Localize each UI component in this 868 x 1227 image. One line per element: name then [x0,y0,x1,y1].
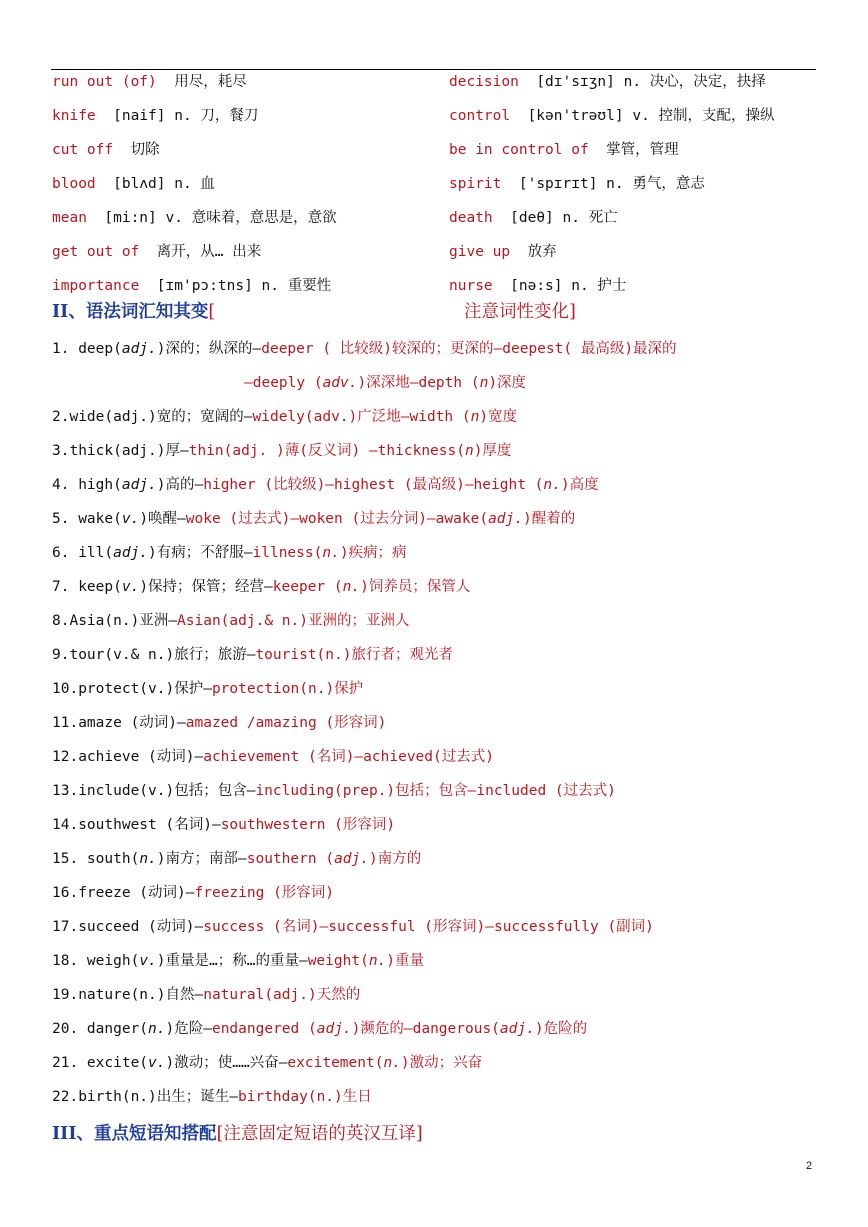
page-number: 2 [806,1160,813,1172]
wordform-line: 13.include(v.)包括；包含—including(prep.)包括；包含—included (过去式) [52,783,616,799]
wordform-line: 21. excite(v.)激动；使……兴奋—excitement(n.)激动；兴奋 [52,1055,483,1071]
section-heading-note: 注意词性变化] [464,302,576,322]
wordform-line: 7. keep(v.)保持；保管；经营—keeper (n.)饲养员；保管人 [52,579,471,595]
vocab-row: run out (of) 用尽，耗尽 [52,74,247,90]
vocab-row: death [deθ] n. 死亡 [449,210,618,226]
wordform-line: 20. danger(n.)危险—endangered (adj.)濒危的—dangerous(adj.)危险的 [52,1021,588,1037]
wordform-line: 9.tour(v.& n.)旅行；旅游—tourist(n.)旅行者；观光者 [52,647,453,663]
vocab-row: blood [blʌd] n. 血 [52,176,215,192]
wordform-line: 11.amaze (动词)—amazed /amazing (形容词) [52,715,387,731]
section-heading: II、语法词汇知其变[ [52,302,216,322]
wordform-line: 2.wide(adj.)宽的；宽阔的—widely(adv.)广泛地—width (n)宽度 [52,409,518,425]
wordform-line: 16.freeze (动词)—freezing (形容词) [52,885,335,901]
vocab-row: nurse [nə:s] n. 护士 [449,278,627,294]
wordform-line: 6. ill(adj.)有病；不舒服—illness(n.)疾病；病 [52,545,407,561]
vocab-row: decision [dɪ'sɪʒn] n. 决心，决定，抉择 [449,74,766,90]
vocab-row: give up 放弃 [449,244,557,260]
vocab-row: be in control of 掌管，管理 [449,142,679,158]
wordform-line: 14.southwest (名词)—southwestern (形容词) [52,817,396,833]
wordform-line: 22.birth(n.)出生；诞生—birthday(n.)生日 [52,1089,372,1105]
vocab-row: get out of 离开，从… 出来 [52,244,262,260]
vocab-row: importance [ɪm'pɔ:tns] n. 重要性 [52,278,332,294]
wordform-line: 1. deep(adj.)深的；纵深的—deeper ( 比较级)较深的；更深的—deepest( 最高级)最深的 [52,341,677,357]
wordform-line: 15. south(n.)南方；南部—southern (adj.)南方的 [52,851,422,867]
vocab-row: cut off 切除 [52,142,160,158]
wordform-line: 18. weigh(v.)重量是…；称…的重量—weight(n.)重量 [52,953,425,969]
wordform-line: 5. wake(v.)唤醒—woke (过去式)—woken (过去分词)—awake(adj.)醒着的 [52,511,576,527]
wordform-line: 12.achieve (动词)—achievement (名词)—achieved(过去式) [52,749,494,765]
wordform-line: 4. high(adj.)高的—higher (比较级)—highest (最高级)—height (n.)高度 [52,477,599,493]
vocab-row: mean [mi:n] v. 意味着，意思是，意欲 [52,210,337,226]
vocab-row: knife [naif] n. 刀，餐刀 [52,108,259,124]
vocab-row: spirit ['spɪrɪt] n. 勇气，意志 [449,176,705,192]
section-heading: III、重点短语知搭配[注意固定短语的英汉互译] [52,1124,423,1144]
vocab-row: control [kən'trəʊl] v. 控制，支配，操纵 [449,108,775,124]
wordform-line: 8.Asia(n.)亚洲—Asian(adj.& n.)亚洲的；亚洲人 [52,613,410,629]
wordform-line: 3.thick(adj.)厚—thin(adj. )薄(反义词) —thickness(n)厚度 [52,443,512,459]
wordform-line: —deeply (adv.)深深地—depth (n)深度 [244,375,527,391]
wordform-line: 17.succeed (动词)—success (名词)—successful (形容词)—successfully (副词) [52,919,654,935]
wordform-line: 10.protect(v.)保护—protection(n.)保护 [52,681,364,697]
wordform-line: 19.nature(n.)自然—natural(adj.)天然的 [52,987,361,1003]
